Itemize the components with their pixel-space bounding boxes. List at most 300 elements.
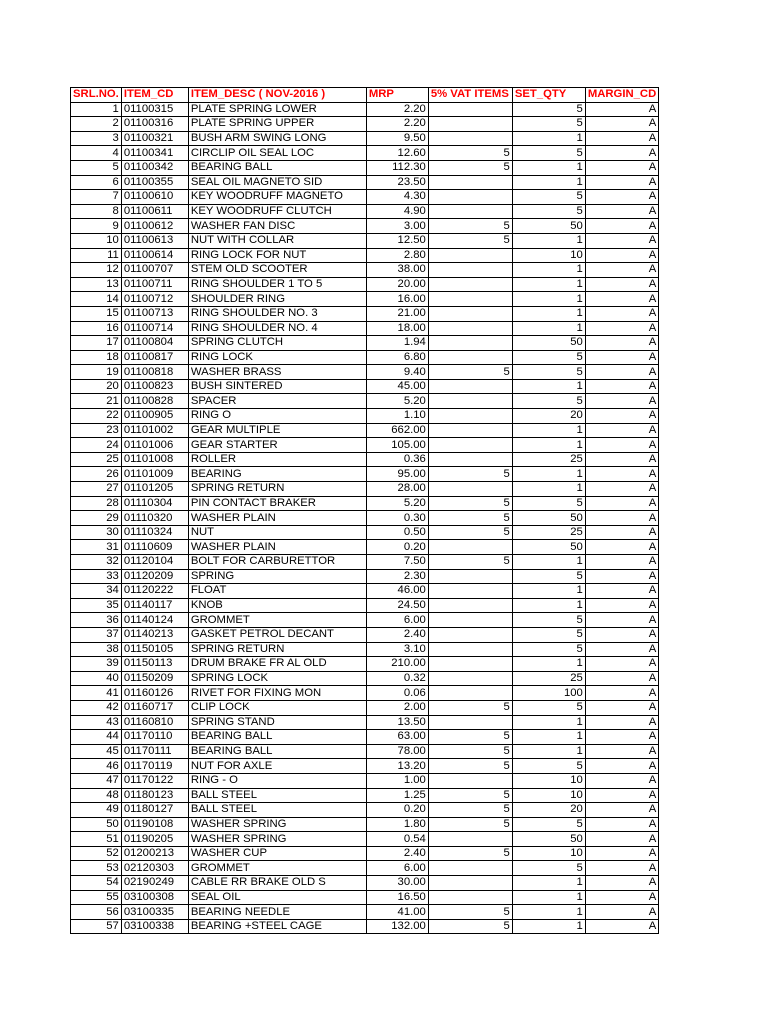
srl-no-cell: 46 bbox=[71, 759, 122, 774]
vat-cell bbox=[428, 394, 512, 409]
srl-no-cell: 3 bbox=[71, 131, 122, 146]
srl-no-cell: 13 bbox=[71, 277, 122, 292]
vat-cell bbox=[428, 204, 512, 219]
mrp-cell: 13.20 bbox=[366, 759, 428, 774]
header-srl-no: SRL.NO. bbox=[71, 88, 122, 103]
srl-no-cell: 29 bbox=[71, 511, 122, 526]
set-qty-cell: 1 bbox=[512, 657, 585, 672]
item-cd-cell: 01180127 bbox=[121, 803, 188, 818]
item-cd-cell: 01100711 bbox=[121, 277, 188, 292]
item-desc-cell: PIN CONTACT BRAKER bbox=[188, 496, 366, 511]
item-desc-cell: BEARING +STEEL CAGE bbox=[188, 919, 366, 934]
item-cd-cell: 01100611 bbox=[121, 204, 188, 219]
srl-no-cell: 15 bbox=[71, 306, 122, 321]
set-qty-cell: 50 bbox=[512, 540, 585, 555]
item-desc-cell: BUSH SINTERED bbox=[188, 379, 366, 394]
margin-cd-cell: A bbox=[585, 613, 658, 628]
srl-no-cell: 37 bbox=[71, 627, 122, 642]
srl-no-cell: 1 bbox=[71, 102, 122, 117]
set-qty-cell: 5 bbox=[512, 861, 585, 876]
margin-cd-cell: A bbox=[585, 219, 658, 234]
item-cd-cell: 01110304 bbox=[121, 496, 188, 511]
header-margin-cd: MARGIN_CD bbox=[585, 88, 658, 103]
srl-no-cell: 21 bbox=[71, 394, 122, 409]
table-row bbox=[71, 131, 659, 146]
srl-no-cell: 36 bbox=[71, 613, 122, 628]
item-desc-cell: BEARING BALL bbox=[188, 160, 366, 175]
set-qty-cell: 5 bbox=[512, 496, 585, 511]
table-row bbox=[71, 306, 659, 321]
mrp-cell: 662.00 bbox=[366, 423, 428, 438]
srl-no-cell: 32 bbox=[71, 555, 122, 570]
table-row bbox=[71, 890, 659, 905]
srl-no-cell: 39 bbox=[71, 657, 122, 672]
set-qty-cell: 10 bbox=[512, 248, 585, 263]
vat-cell bbox=[428, 336, 512, 351]
vat-cell bbox=[428, 263, 512, 278]
mrp-cell: 0.54 bbox=[366, 832, 428, 847]
item-desc-cell: BEARING bbox=[188, 467, 366, 482]
vat-cell bbox=[428, 642, 512, 657]
vat-cell: 5 bbox=[428, 730, 512, 745]
mrp-cell: 2.40 bbox=[366, 846, 428, 861]
vat-cell: 5 bbox=[428, 788, 512, 803]
item-cd-cell: 03100338 bbox=[121, 919, 188, 934]
mrp-cell: 16.00 bbox=[366, 292, 428, 307]
item-desc-cell: WASHER CUP bbox=[188, 846, 366, 861]
vat-cell bbox=[428, 131, 512, 146]
srl-no-cell: 34 bbox=[71, 584, 122, 599]
table-row bbox=[71, 525, 659, 540]
margin-cd-cell: A bbox=[585, 394, 658, 409]
margin-cd-cell: A bbox=[585, 627, 658, 642]
item-desc-cell: BUSH ARM SWING LONG bbox=[188, 131, 366, 146]
set-qty-cell: 1 bbox=[512, 744, 585, 759]
item-cd-cell: 01100355 bbox=[121, 175, 188, 190]
table-row bbox=[71, 452, 659, 467]
item-desc-cell: GEAR MULTIPLE bbox=[188, 423, 366, 438]
table-row bbox=[71, 788, 659, 803]
item-cd-cell: 01100614 bbox=[121, 248, 188, 263]
item-cd-cell: 01110320 bbox=[121, 511, 188, 526]
mrp-cell: 63.00 bbox=[366, 730, 428, 745]
margin-cd-cell: A bbox=[585, 540, 658, 555]
set-qty-cell: 1 bbox=[512, 306, 585, 321]
item-cd-cell: 01170110 bbox=[121, 730, 188, 745]
srl-no-cell: 35 bbox=[71, 598, 122, 613]
item-cd-cell: 03100308 bbox=[121, 890, 188, 905]
margin-cd-cell: A bbox=[585, 306, 658, 321]
set-qty-cell: 10 bbox=[512, 788, 585, 803]
mrp-cell: 20.00 bbox=[366, 277, 428, 292]
srl-no-cell: 9 bbox=[71, 219, 122, 234]
table-row bbox=[71, 394, 659, 409]
table-row bbox=[71, 423, 659, 438]
srl-no-cell: 22 bbox=[71, 409, 122, 424]
item-cd-cell: 01100817 bbox=[121, 350, 188, 365]
item-desc-cell: CABLE RR BRAKE OLD S bbox=[188, 876, 366, 891]
item-desc-cell: RING LOCK FOR NUT bbox=[188, 248, 366, 263]
margin-cd-cell: A bbox=[585, 292, 658, 307]
margin-cd-cell: A bbox=[585, 175, 658, 190]
item-desc-cell: FLOAT bbox=[188, 584, 366, 599]
vat-cell: 5 bbox=[428, 233, 512, 248]
srl-no-cell: 31 bbox=[71, 540, 122, 555]
vat-cell bbox=[428, 569, 512, 584]
table-row bbox=[71, 686, 659, 701]
mrp-cell: 2.80 bbox=[366, 248, 428, 263]
srl-no-cell: 45 bbox=[71, 744, 122, 759]
vat-cell: 5 bbox=[428, 219, 512, 234]
table-row bbox=[71, 613, 659, 628]
table-row bbox=[71, 759, 659, 774]
mrp-cell: 2.30 bbox=[366, 569, 428, 584]
mrp-cell: 2.00 bbox=[366, 700, 428, 715]
srl-no-cell: 41 bbox=[71, 686, 122, 701]
margin-cd-cell: A bbox=[585, 117, 658, 132]
table-row bbox=[71, 117, 659, 132]
item-desc-cell: NUT FOR AXLE bbox=[188, 759, 366, 774]
item-cd-cell: 01101205 bbox=[121, 482, 188, 497]
set-qty-cell: 10 bbox=[512, 773, 585, 788]
item-desc-cell: RING SHOULDER NO. 4 bbox=[188, 321, 366, 336]
item-desc-cell: CLIP LOCK bbox=[188, 700, 366, 715]
table-row bbox=[71, 248, 659, 263]
margin-cd-cell: A bbox=[585, 832, 658, 847]
item-desc-cell: GROMMET bbox=[188, 613, 366, 628]
vat-cell bbox=[428, 409, 512, 424]
margin-cd-cell: A bbox=[585, 365, 658, 380]
table-row bbox=[71, 102, 659, 117]
mrp-cell: 0.32 bbox=[366, 671, 428, 686]
vat-cell: 5 bbox=[428, 496, 512, 511]
table-row bbox=[71, 627, 659, 642]
item-desc-cell: SPRING bbox=[188, 569, 366, 584]
table-row bbox=[71, 846, 659, 861]
vat-cell bbox=[428, 175, 512, 190]
srl-no-cell: 38 bbox=[71, 642, 122, 657]
item-desc-cell: BEARING BALL bbox=[188, 730, 366, 745]
item-desc-cell: SPRING LOCK bbox=[188, 671, 366, 686]
table-row bbox=[71, 496, 659, 511]
set-qty-cell: 1 bbox=[512, 438, 585, 453]
margin-cd-cell: A bbox=[585, 555, 658, 570]
item-cd-cell: 01100315 bbox=[121, 102, 188, 117]
table-row bbox=[71, 438, 659, 453]
margin-cd-cell: A bbox=[585, 511, 658, 526]
vat-cell bbox=[428, 482, 512, 497]
mrp-cell: 16.50 bbox=[366, 890, 428, 905]
set-qty-cell: 1 bbox=[512, 379, 585, 394]
set-qty-cell: 1 bbox=[512, 919, 585, 934]
header-vat-items: 5% VAT ITEMS bbox=[428, 88, 512, 103]
set-qty-cell: 5 bbox=[512, 613, 585, 628]
mrp-cell: 0.06 bbox=[366, 686, 428, 701]
mrp-cell: 28.00 bbox=[366, 482, 428, 497]
set-qty-cell: 50 bbox=[512, 832, 585, 847]
item-cd-cell: 01100818 bbox=[121, 365, 188, 380]
set-qty-cell: 5 bbox=[512, 394, 585, 409]
margin-cd-cell: A bbox=[585, 438, 658, 453]
mrp-cell: 12.60 bbox=[366, 146, 428, 161]
vat-cell: 5 bbox=[428, 467, 512, 482]
vat-cell: 5 bbox=[428, 525, 512, 540]
item-desc-cell: KEY WOODRUFF CLUTCH bbox=[188, 204, 366, 219]
table-row bbox=[71, 190, 659, 205]
vat-cell bbox=[428, 248, 512, 263]
vat-cell: 5 bbox=[428, 146, 512, 161]
item-cd-cell: 03100335 bbox=[121, 905, 188, 920]
srl-no-cell: 12 bbox=[71, 263, 122, 278]
srl-no-cell: 42 bbox=[71, 700, 122, 715]
item-cd-cell: 01110324 bbox=[121, 525, 188, 540]
set-qty-cell: 1 bbox=[512, 890, 585, 905]
item-cd-cell: 01100714 bbox=[121, 321, 188, 336]
srl-no-cell: 8 bbox=[71, 204, 122, 219]
vat-cell: 5 bbox=[428, 511, 512, 526]
item-desc-cell: WASHER PLAIN bbox=[188, 511, 366, 526]
set-qty-cell: 1 bbox=[512, 584, 585, 599]
margin-cd-cell: A bbox=[585, 642, 658, 657]
margin-cd-cell: A bbox=[585, 715, 658, 730]
header-row bbox=[71, 88, 659, 103]
set-qty-cell: 5 bbox=[512, 817, 585, 832]
vat-cell bbox=[428, 627, 512, 642]
mrp-cell: 6.80 bbox=[366, 350, 428, 365]
margin-cd-cell: A bbox=[585, 409, 658, 424]
table-row bbox=[71, 482, 659, 497]
item-desc-cell: SEAL OIL MAGNETO SID bbox=[188, 175, 366, 190]
margin-cd-cell: A bbox=[585, 876, 658, 891]
item-desc-cell: SPRING STAND bbox=[188, 715, 366, 730]
set-qty-cell: 1 bbox=[512, 175, 585, 190]
srl-no-cell: 25 bbox=[71, 452, 122, 467]
item-desc-cell: SPRING CLUTCH bbox=[188, 336, 366, 351]
table-row bbox=[71, 657, 659, 672]
set-qty-cell: 50 bbox=[512, 219, 585, 234]
table-row bbox=[71, 700, 659, 715]
item-cd-cell: 01100823 bbox=[121, 379, 188, 394]
srl-no-cell: 48 bbox=[71, 788, 122, 803]
table-row bbox=[71, 277, 659, 292]
table-row bbox=[71, 175, 659, 190]
item-desc-cell: WASHER FAN DISC bbox=[188, 219, 366, 234]
table-row bbox=[71, 803, 659, 818]
item-desc-cell: NUT WITH COLLAR bbox=[188, 233, 366, 248]
set-qty-cell: 5 bbox=[512, 117, 585, 132]
table-row bbox=[71, 744, 659, 759]
item-cd-cell: 01140117 bbox=[121, 598, 188, 613]
set-qty-cell: 25 bbox=[512, 671, 585, 686]
set-qty-cell: 1 bbox=[512, 423, 585, 438]
mrp-cell: 132.00 bbox=[366, 919, 428, 934]
set-qty-cell: 1 bbox=[512, 555, 585, 570]
margin-cd-cell: A bbox=[585, 700, 658, 715]
item-cd-cell: 01100804 bbox=[121, 336, 188, 351]
srl-no-cell: 47 bbox=[71, 773, 122, 788]
item-desc-cell: BALL STEEL bbox=[188, 803, 366, 818]
vat-cell: 5 bbox=[428, 919, 512, 934]
table-row bbox=[71, 321, 659, 336]
margin-cd-cell: A bbox=[585, 569, 658, 584]
margin-cd-cell: A bbox=[585, 131, 658, 146]
set-qty-cell: 1 bbox=[512, 263, 585, 278]
table-row bbox=[71, 905, 659, 920]
table-row bbox=[71, 233, 659, 248]
table-row bbox=[71, 773, 659, 788]
item-cd-cell: 01100316 bbox=[121, 117, 188, 132]
item-desc-cell: GEAR STARTER bbox=[188, 438, 366, 453]
item-desc-cell: SPACER bbox=[188, 394, 366, 409]
vat-cell bbox=[428, 379, 512, 394]
mrp-cell: 1.00 bbox=[366, 773, 428, 788]
srl-no-cell: 4 bbox=[71, 146, 122, 161]
vat-cell bbox=[428, 613, 512, 628]
item-desc-cell: WASHER SPRING bbox=[188, 817, 366, 832]
item-desc-cell: WASHER SPRING bbox=[188, 832, 366, 847]
vat-cell bbox=[428, 438, 512, 453]
srl-no-cell: 50 bbox=[71, 817, 122, 832]
item-desc-cell: ROLLER bbox=[188, 452, 366, 467]
margin-cd-cell: A bbox=[585, 657, 658, 672]
vat-cell bbox=[428, 190, 512, 205]
table-row bbox=[71, 540, 659, 555]
margin-cd-cell: A bbox=[585, 146, 658, 161]
mrp-cell: 6.00 bbox=[366, 613, 428, 628]
margin-cd-cell: A bbox=[585, 263, 658, 278]
item-cd-cell: 01100828 bbox=[121, 394, 188, 409]
vat-cell bbox=[428, 452, 512, 467]
margin-cd-cell: A bbox=[585, 423, 658, 438]
margin-cd-cell: A bbox=[585, 233, 658, 248]
table-header bbox=[71, 88, 659, 103]
srl-no-cell: 23 bbox=[71, 423, 122, 438]
table-body bbox=[71, 102, 659, 934]
item-cd-cell: 01100905 bbox=[121, 409, 188, 424]
table-row bbox=[71, 642, 659, 657]
item-cd-cell: 01160810 bbox=[121, 715, 188, 730]
table-row bbox=[71, 379, 659, 394]
set-qty-cell: 100 bbox=[512, 686, 585, 701]
mrp-cell: 12.50 bbox=[366, 233, 428, 248]
mrp-cell: 4.30 bbox=[366, 190, 428, 205]
header-mrp: MRP bbox=[366, 88, 428, 103]
item-cd-cell: 01170111 bbox=[121, 744, 188, 759]
item-cd-cell: 01150105 bbox=[121, 642, 188, 657]
srl-no-cell: 43 bbox=[71, 715, 122, 730]
srl-no-cell: 52 bbox=[71, 846, 122, 861]
item-cd-cell: 01160717 bbox=[121, 700, 188, 715]
item-desc-cell: RING - O bbox=[188, 773, 366, 788]
margin-cd-cell: A bbox=[585, 336, 658, 351]
set-qty-cell: 1 bbox=[512, 160, 585, 175]
mrp-cell: 78.00 bbox=[366, 744, 428, 759]
set-qty-cell: 20 bbox=[512, 803, 585, 818]
margin-cd-cell: A bbox=[585, 248, 658, 263]
set-qty-cell: 50 bbox=[512, 336, 585, 351]
set-qty-cell: 5 bbox=[512, 569, 585, 584]
set-qty-cell: 1 bbox=[512, 233, 585, 248]
srl-no-cell: 16 bbox=[71, 321, 122, 336]
mrp-cell: 24.50 bbox=[366, 598, 428, 613]
margin-cd-cell: A bbox=[585, 686, 658, 701]
table-row bbox=[71, 350, 659, 365]
margin-cd-cell: A bbox=[585, 467, 658, 482]
margin-cd-cell: A bbox=[585, 846, 658, 861]
vat-cell: 5 bbox=[428, 744, 512, 759]
table-row bbox=[71, 584, 659, 599]
margin-cd-cell: A bbox=[585, 598, 658, 613]
vat-cell bbox=[428, 584, 512, 599]
margin-cd-cell: A bbox=[585, 671, 658, 686]
margin-cd-cell: A bbox=[585, 496, 658, 511]
srl-no-cell: 54 bbox=[71, 876, 122, 891]
margin-cd-cell: A bbox=[585, 803, 658, 818]
table-row bbox=[71, 263, 659, 278]
item-cd-cell: 01100341 bbox=[121, 146, 188, 161]
set-qty-cell: 1 bbox=[512, 598, 585, 613]
mrp-cell: 2.40 bbox=[366, 627, 428, 642]
vat-cell bbox=[428, 598, 512, 613]
srl-no-cell: 24 bbox=[71, 438, 122, 453]
item-desc-cell: BEARING NEEDLE bbox=[188, 905, 366, 920]
item-cd-cell: 01101009 bbox=[121, 467, 188, 482]
item-desc-cell: RING O bbox=[188, 409, 366, 424]
item-desc-cell: RING SHOULDER 1 TO 5 bbox=[188, 277, 366, 292]
item-cd-cell: 01170122 bbox=[121, 773, 188, 788]
table-row bbox=[71, 219, 659, 234]
margin-cd-cell: A bbox=[585, 744, 658, 759]
item-desc-cell: BOLT FOR CARBURETTOR bbox=[188, 555, 366, 570]
item-desc-cell: DRUM BRAKE FR AL OLD bbox=[188, 657, 366, 672]
table-row bbox=[71, 715, 659, 730]
margin-cd-cell: A bbox=[585, 350, 658, 365]
vat-cell: 5 bbox=[428, 555, 512, 570]
srl-no-cell: 33 bbox=[71, 569, 122, 584]
vat-cell bbox=[428, 657, 512, 672]
mrp-cell: 0.20 bbox=[366, 540, 428, 555]
mrp-cell: 105.00 bbox=[366, 438, 428, 453]
mrp-cell: 13.50 bbox=[366, 715, 428, 730]
mrp-cell: 9.50 bbox=[366, 131, 428, 146]
srl-no-cell: 10 bbox=[71, 233, 122, 248]
set-qty-cell: 5 bbox=[512, 204, 585, 219]
item-cd-cell: 02190249 bbox=[121, 876, 188, 891]
item-desc-cell: CIRCLIP OIL SEAL LOC bbox=[188, 146, 366, 161]
table-row bbox=[71, 467, 659, 482]
item-cd-cell: 01100321 bbox=[121, 131, 188, 146]
vat-cell: 5 bbox=[428, 700, 512, 715]
vat-cell: 5 bbox=[428, 365, 512, 380]
item-cd-cell: 01101006 bbox=[121, 438, 188, 453]
item-cd-cell: 01100712 bbox=[121, 292, 188, 307]
margin-cd-cell: A bbox=[585, 190, 658, 205]
item-cd-cell: 01140124 bbox=[121, 613, 188, 628]
margin-cd-cell: A bbox=[585, 379, 658, 394]
table-row bbox=[71, 919, 659, 934]
margin-cd-cell: A bbox=[585, 890, 658, 905]
item-desc-cell: SHOULDER RING bbox=[188, 292, 366, 307]
srl-no-cell: 30 bbox=[71, 525, 122, 540]
set-qty-cell: 5 bbox=[512, 759, 585, 774]
item-desc-cell: PLATE SPRING UPPER bbox=[188, 117, 366, 132]
item-cd-cell: 01100612 bbox=[121, 219, 188, 234]
set-qty-cell: 50 bbox=[512, 511, 585, 526]
margin-cd-cell: A bbox=[585, 160, 658, 175]
table-row bbox=[71, 555, 659, 570]
item-desc-cell: SEAL OIL bbox=[188, 890, 366, 905]
srl-no-cell: 17 bbox=[71, 336, 122, 351]
